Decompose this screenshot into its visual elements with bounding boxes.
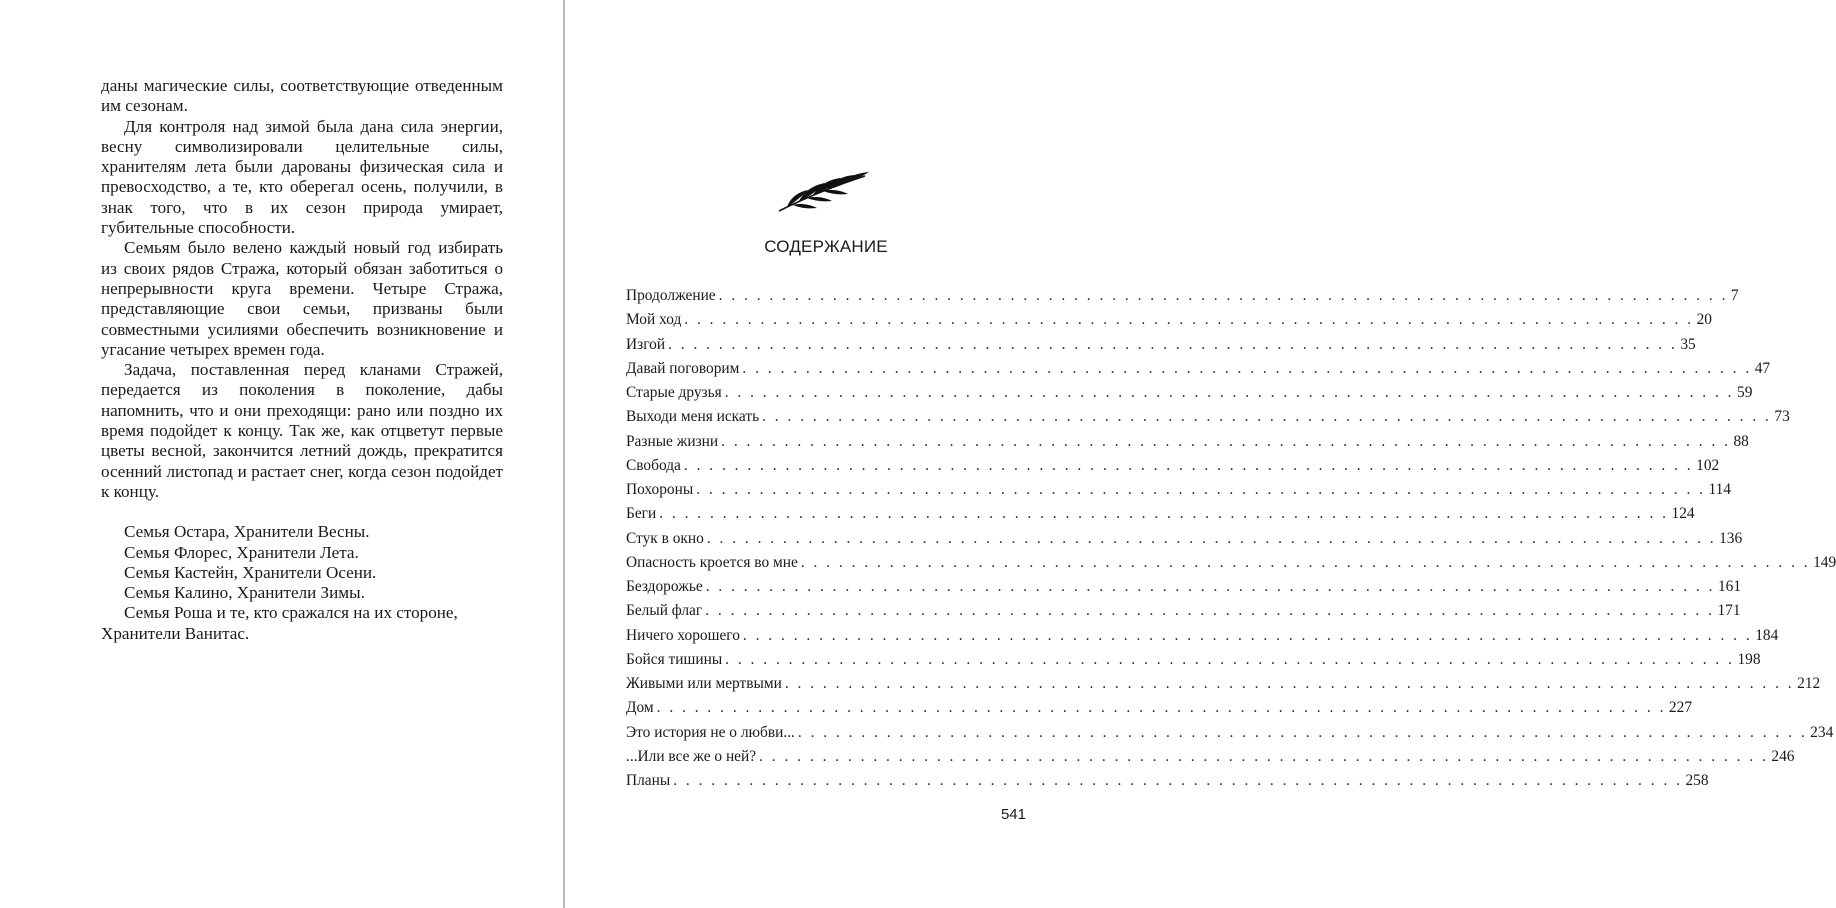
toc-entry-title: Старые друзья [626, 384, 722, 401]
toc-entry-title: Продолжение [626, 287, 716, 304]
toc-entry[interactable] [626, 454, 1720, 478]
toc-entry[interactable] [626, 502, 1695, 526]
toc-entry-page: 35 [1680, 335, 1696, 353]
family-line: Семья Флорес, Хранители Лета. [124, 542, 359, 562]
toc-entry-page: 102 [1696, 456, 1720, 474]
book-gutter [563, 0, 565, 908]
toc-entry-title: Выходи меня искать [626, 408, 760, 426]
paragraph: даны магические силы, соответствующие отведенным им сезонам. [101, 76, 503, 116]
toc-entry-page: 88 [1733, 432, 1749, 450]
toc-entry[interactable] [626, 551, 1836, 575]
toc-entry-title: Беги [626, 505, 657, 523]
toc-leader-dots: . . . . . . . . . . . . . . . . . . . . . . . . . . . . . . . . . . . . . . . . . . . . . . . . . . . . . . . . . . . . . . . . . . . . . . . . . . . . . . . . [725, 650, 1735, 668]
toc-leader-dots: . . . . . . . . . . . . . . . . . . . . . . . . . . . . . . . . . . . . . . . . . . . . . . . . . . . . . . . . . . . . . . . . . . . . . . . . . . . . . . . . [705, 602, 1715, 620]
toc-leader-dots: . . . . . . . . . . . . . . . . . . . . . . . . . . . . . . . . . . . . . . . . . . . . . . . . . . . . . . . . . . . . . . . . . . . . . . . . . . . . . . . . [696, 481, 1706, 498]
family-line: Семья Кастейн, Хранители Осени. [124, 562, 377, 582]
toc-entry-page: 184 [1755, 626, 1779, 644]
toc-entry-title: Стук в окно [626, 529, 704, 547]
toc-entry-title: ...Или все же о ней? [626, 747, 757, 765]
toc-entry-title: Бездорожье [626, 578, 703, 595]
toc-entry-page: 161 [1717, 578, 1742, 595]
toc-leader-dots: . . . . . . . . . . . . . . . . . . . . . . . . . . . . . . . . . . . . . . . . . . . . . . . . . . . . . . . . . . . . . . . . . . . . . . . . . . . . . . . . [684, 311, 1694, 329]
body-text [101, 76, 503, 502]
toc-entry[interactable] [626, 672, 1821, 696]
toc-entry-title: Ничего хорошего [626, 626, 740, 644]
toc-entry-page: 258 [1685, 772, 1709, 789]
paragraph: Семьям было велено каждый новый год избирать из своих рядов Стража, который обязан заботиться о непрерывности круга времени. Четыре Стража, представляющие свои семьи, призваны были совместными усилиями обеспечить возникновение и угасание четырех времен года. [101, 238, 503, 359]
toc-entry-page: 20 [1696, 311, 1712, 329]
toc-entry-title: Это история не о любви... [626, 723, 795, 741]
families-list [101, 522, 503, 644]
toc-entry-page: 149 [1813, 553, 1836, 571]
toc-entry[interactable] [626, 696, 1693, 720]
toc-entry-title: Опасность кроется во мне [626, 553, 798, 571]
toc-entry[interactable] [626, 478, 1731, 502]
toc-entry-page: 246 [1771, 747, 1795, 765]
toc-entry-page: 73 [1774, 408, 1790, 426]
toc-entry[interactable] [626, 381, 1753, 405]
toc-leader-dots: . . . . . . . . . . . . . . . . . . . . . . . . . . . . . . . . . . . . . . . . . . . . . . . . . . . . . . . . . . . . . . . . . . . . . . . . . . . . . . . . [706, 529, 1717, 547]
toc-entry[interactable] [626, 284, 1739, 308]
paragraph: Для контроля над зимой была дана сила энергии, весну символизировали целительные силы, хранителям лета были дарованы физическая сила и превосходство, а те, кто оберегал осень, получили, в знак того, что в их сезон природа умирает, губительные способности. [101, 116, 503, 238]
toc-entry[interactable] [626, 599, 1741, 623]
family-line: Семья Калино, Хранители Зимы. [124, 583, 365, 603]
toc-leader-dots: . . . . . . . . . . . . . . . . . . . . . . . . . . . . . . . . . . . . . . . . . . . . . . . . . . . . . . . . . . . . . . . . . . . . . . . . . . . . . . . . [659, 505, 1669, 523]
toc-entry-page: 124 [1671, 505, 1695, 523]
family-line: Семья Остара, Хранители Весны. [124, 522, 370, 542]
toc-entry[interactable] [626, 575, 1742, 599]
toc-entry-title: Белый флаг [626, 602, 703, 620]
toc-entry[interactable] [626, 357, 1771, 381]
toc-leader-dots: . . . . . . . . . . . . . . . . . . . . . . . . . . . . . . . . . . . . . . . . . . . . . . . . . . . . . . . . . . . . . . . . . . . . . . . . . . . . . . . . [718, 287, 1728, 304]
toc-entry-title: Изгой [626, 335, 666, 353]
toc-heading: СОДЕРЖАНИЕ [764, 237, 888, 256]
toc-leader-dots: . . . . . . . . . . . . . . . . . . . . . . . . . . . . . . . . . . . . . . . . . . . . . . . . . . . . . . . . . . . . . . . . . . . . . . . . . . . . . . . . [668, 335, 1678, 353]
toc-entry[interactable] [626, 527, 1743, 551]
family-line: Семья Роша и те, кто сражался на их стороне, [124, 603, 458, 623]
toc-entry-title: Живыми или мертвыми [626, 675, 782, 692]
toc-entry-page: 47 [1754, 359, 1771, 377]
family-line: Хранители Ванитас. [101, 623, 250, 643]
page-number: 541 [1000, 806, 1026, 823]
toc-leader-dots: . . . . . . . . . . . . . . . . . . . . . . . . . . . . . . . . . . . . . . . . . . . . . . . . . . . . . . . . . . . . . . . . . . . . . . . . . . . . . . . . [705, 578, 1715, 595]
toc-entry-page: 198 [1737, 650, 1761, 668]
toc-entry-page: 136 [1719, 529, 1743, 547]
toc-entry[interactable] [626, 430, 1749, 454]
toc-leader-dots: . . . . . . . . . . . . . . . . . . . . . . . . . . . . . . . . . . . . . . . . . . . . . . . . . . . . . . . . . . . . . . . . . . . . . . . . . . . . . . . . [673, 772, 1683, 789]
toc-entry-title: Планы [626, 772, 671, 789]
toc-entry-page: 234 [1810, 723, 1834, 741]
toc-entry-page: 114 [1708, 481, 1731, 498]
toc-entry[interactable] [626, 333, 1696, 357]
toc-leader-dots: . . . . . . . . . . . . . . . . . . . . . . . . . . . . . . . . . . . . . . . . . . . . . . . . . . . . . . . . . . . . . . . . . . . . . . . . . . . . . . . . [656, 699, 1666, 717]
paragraph: Задача, поставленная перед кланами Стражей, передается из поколения в поколение, дабы напомнить, что и они преходящи: рано или поздно их время подойдет к концу. Так же, как отцветут первые цветы весной, закончится летний дождь, прекратится осенний листопад и растает снег, когда сезон подойдет к концу. [101, 360, 503, 501]
toc-entry-page: 212 [1797, 675, 1821, 692]
toc-entry-page: 171 [1717, 602, 1741, 620]
toc-leader-dots: . . . . . . . . . . . . . . . . . . . . . . . . . . . . . . . . . . . . . . . . . . . . . . . . . . . . . . . . . . . . . . . . . . . . . . . . . . . . . . . . [683, 456, 1694, 474]
toc-list [626, 284, 1836, 793]
toc-leader-dots: . . . . . . . . . . . . . . . . . . . . . . . . . . . . . . . . . . . . . . . . . . . . . . . . . . . . . . . . . . . . . . . . . . . . . . . . . . . . . . . . [742, 359, 1752, 377]
toc-leader-dots: . . . . . . . . . . . . . . . . . . . . . . . . . . . . . . . . . . . . . . . . . . . . . . . . . . . . . . . . . . . . . . . . . . . . . . . . . . . . . . . . [762, 408, 1772, 426]
toc-entry-title: Дом [626, 699, 654, 717]
toc-entry-page: 59 [1737, 384, 1753, 401]
toc-entry[interactable] [626, 721, 1834, 745]
toc-leader-dots: . . . . . . . . . . . . . . . . . . . . . . . . . . . . . . . . . . . . . . . . . . . . . . . . . . . . . . . . . . . . . . . . . . . . . . . . . . . . . . . . [724, 384, 1734, 401]
toc-entry[interactable] [626, 745, 1795, 769]
toc-entry-title: Разные жизни [626, 432, 719, 450]
toc-entry-title: Давай поговорим [626, 359, 740, 377]
leaf-branch-icon [777, 170, 871, 216]
toc-entry[interactable] [626, 405, 1790, 429]
toc-entry[interactable] [626, 648, 1761, 672]
toc-entry-title: Бойся тишины [626, 650, 723, 668]
toc-entry-page: 227 [1668, 699, 1693, 717]
toc-entry[interactable] [626, 624, 1779, 648]
toc-entry-page: 7 [1730, 287, 1739, 304]
toc-entry[interactable] [626, 308, 1712, 332]
toc-leader-dots: . . . . . . . . . . . . . . . . . . . . . . . . . . . . . . . . . . . . . . . . . . . . . . . . . . . . . . . . . . . . . . . . . . . . . . . . . . . . . . . . [742, 626, 1753, 644]
toc-entry[interactable] [626, 769, 1709, 793]
toc-leader-dots: . . . . . . . . . . . . . . . . . . . . . . . . . . . . . . . . . . . . . . . . . . . . . . . . . . . . . . . . . . . . . . . . . . . . . . . . . . . . . . . . [800, 553, 1811, 571]
toc-leader-dots: . . . . . . . . . . . . . . . . . . . . . . . . . . . . . . . . . . . . . . . . . . . . . . . . . . . . . . . . . . . . . . . . . . . . . . . . . . . . . . . . [759, 747, 1769, 765]
toc-entry-title: Мой ход [626, 311, 682, 329]
toc-leader-dots: . . . . . . . . . . . . . . . . . . . . . . . . . . . . . . . . . . . . . . . . . . . . . . . . . . . . . . . . . . . . . . . . . . . . . . . . . . . . . . . . [797, 723, 1808, 741]
toc-entry-title: Свобода [626, 456, 681, 474]
toc-leader-dots: . . . . . . . . . . . . . . . . . . . . . . . . . . . . . . . . . . . . . . . . . . . . . . . . . . . . . . . . . . . . . . . . . . . . . . . . . . . . . . . . [721, 432, 1731, 450]
toc-leader-dots: . . . . . . . . . . . . . . . . . . . . . . . . . . . . . . . . . . . . . . . . . . . . . . . . . . . . . . . . . . . . . . . . . . . . . . . . . . . . . . . . [784, 675, 1795, 692]
left-page [101, 76, 503, 644]
right-page [626, 0, 1836, 908]
toc-entry-title: Похороны [626, 481, 694, 498]
